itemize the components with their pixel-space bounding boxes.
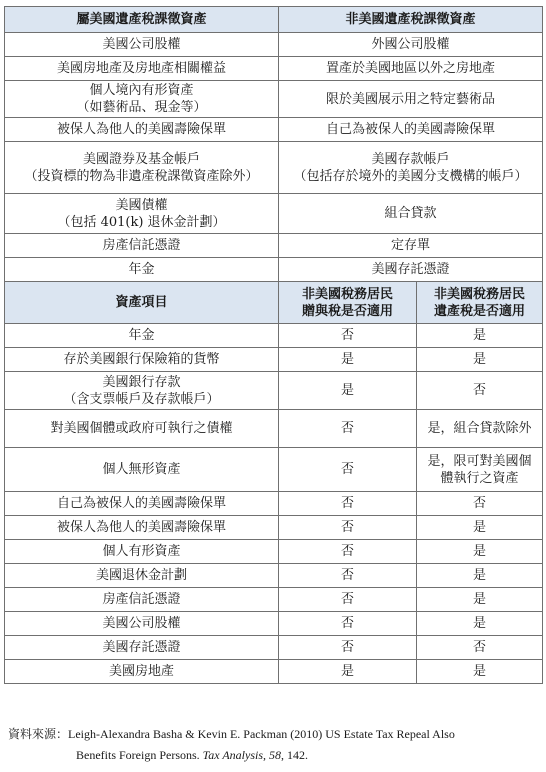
table1-row (5, 194, 543, 234)
table2-cell-gift-tax: 否 (279, 540, 417, 564)
table2-cell-estate-tax: 是，組合貸款除外 (417, 410, 543, 448)
table1-cell-nontaxable: 美國存託憑證 (279, 258, 543, 282)
table2-cell-gift-tax: 是 (279, 660, 417, 684)
table2-row (5, 588, 543, 612)
table2-cell-estate-tax: 是 (417, 564, 543, 588)
table2-cell-estate-tax: 是 (417, 612, 543, 636)
table2-header-2: 非美國稅務居民 遺產稅是否適用 (417, 282, 543, 324)
table2-cell-asset: 房產信託憑證 (5, 588, 279, 612)
table2-header-row (5, 282, 543, 324)
table1-cell-nontaxable: 限於美國展示用之特定藝術品 (279, 81, 543, 118)
table2-row (5, 348, 543, 372)
table1-cell-nontaxable: 定存單 (279, 234, 543, 258)
table2-header-1: 非美國稅務居民 贈與稅是否適用 (279, 282, 417, 324)
table1-cell-taxable: 美國房地產及房地產相關權益 (5, 57, 279, 81)
table2-cell-gift-tax: 是 (279, 348, 417, 372)
table2-cell-estate-tax: 是 (417, 660, 543, 684)
table1-cell-nontaxable: 置產於美國地區以外之房地產 (279, 57, 543, 81)
source-line-1: 資料來源：Leigh-Alexandra Basha & Kevin E. Packman (2010) US Estate Tax Repeal Also (8, 727, 455, 741)
table2-cell-estate-tax: 否 (417, 372, 543, 410)
table2-cell-asset: 存於美國銀行保險箱的貨幣 (5, 348, 279, 372)
table2-row (5, 660, 543, 684)
table2-row (5, 324, 543, 348)
table2-cell-gift-tax: 否 (279, 636, 417, 660)
table2-cell-asset: 個人有形資產 (5, 540, 279, 564)
table1-cell-taxable: 年金 (5, 258, 279, 282)
table1-header-taxable: 屬美國遺產稅課徵資產 (5, 7, 279, 33)
table2-cell-asset: 美國銀行存款 （含支票帳戶及存款帳戶） (5, 372, 279, 410)
table2-cell-gift-tax: 否 (279, 448, 417, 492)
table2-row (5, 410, 543, 448)
table2-row (5, 448, 543, 492)
table1-header-nontaxable: 非美國遺產稅課徵資產 (279, 7, 543, 33)
table1-cell-nontaxable: 組合貸款 (279, 194, 543, 234)
table2-row (5, 372, 543, 410)
table1-header-row (5, 7, 543, 33)
table1-cell-taxable: 美國債權 （包括 401(k) 退休金計劃） (5, 194, 279, 234)
table2-cell-estate-tax: 是，限可對美國個體執行之資產 (417, 448, 543, 492)
table2-cell-asset: 美國公司股權 (5, 612, 279, 636)
table2-row (5, 612, 543, 636)
table2-cell-asset: 美國退休金計劃 (5, 564, 279, 588)
table1-row (5, 57, 543, 81)
table1-row (5, 142, 543, 194)
table2-cell-gift-tax: 否 (279, 492, 417, 516)
table1-cell-nontaxable: 外國公司股權 (279, 33, 543, 57)
table2-header-0: 資產項目 (5, 282, 279, 324)
table2-cell-asset: 對美國個體或政府可執行之債權 (5, 410, 279, 448)
table2-cell-estate-tax: 是 (417, 516, 543, 540)
table2-row (5, 492, 543, 516)
source-line-2: Benefits Foreign Persons. Tax Analysis, 58, 142. (76, 748, 309, 762)
table2-cell-estate-tax: 是 (417, 588, 543, 612)
table2-cell-estate-tax: 是 (417, 540, 543, 564)
table2-cell-asset: 被保人為他人的美國壽險保單 (5, 516, 279, 540)
estate-tax-table (4, 6, 543, 684)
table1-cell-nontaxable: 自己為被保人的美國壽險保單 (279, 118, 543, 142)
table2-cell-estate-tax: 是 (417, 348, 543, 372)
table2-cell-gift-tax: 否 (279, 588, 417, 612)
table1-row (5, 81, 543, 118)
table2-row (5, 540, 543, 564)
table2-cell-gift-tax: 是 (279, 372, 417, 410)
table1-row (5, 33, 543, 57)
table2-cell-estate-tax: 否 (417, 636, 543, 660)
table2-cell-estate-tax: 是 (417, 324, 543, 348)
table1-row (5, 118, 543, 142)
table2-cell-asset: 自己為被保人的美國壽險保單 (5, 492, 279, 516)
table2-cell-gift-tax: 否 (279, 612, 417, 636)
source-citation (8, 724, 538, 766)
table2-row (5, 636, 543, 660)
table2-cell-asset: 個人無形資產 (5, 448, 279, 492)
table1-cell-taxable: 美國公司股權 (5, 33, 279, 57)
table1-cell-taxable: 個人境內有形資產 （如藝術品、現金等） (5, 81, 279, 118)
table1-cell-taxable: 美國證券及基金帳戶 （投資標的物為非遺產稅課徵資產除外） (5, 142, 279, 194)
table2-cell-estate-tax: 否 (417, 492, 543, 516)
table1-cell-taxable: 房產信託憑證 (5, 234, 279, 258)
table1-row (5, 234, 543, 258)
table2-cell-gift-tax: 否 (279, 410, 417, 448)
table1-cell-taxable: 被保人為他人的美國壽險保單 (5, 118, 279, 142)
table1-row (5, 258, 543, 282)
table1-cell-nontaxable: 美國存款帳戶 （包括存於境外的美國分支機構的帳戶） (279, 142, 543, 194)
table2-cell-asset: 美國存託憑證 (5, 636, 279, 660)
table2-row (5, 516, 543, 540)
table2-cell-asset: 年金 (5, 324, 279, 348)
table2-cell-gift-tax: 否 (279, 324, 417, 348)
table2-row (5, 564, 543, 588)
table2-cell-gift-tax: 否 (279, 516, 417, 540)
table2-cell-gift-tax: 否 (279, 564, 417, 588)
table2-cell-asset: 美國房地產 (5, 660, 279, 684)
